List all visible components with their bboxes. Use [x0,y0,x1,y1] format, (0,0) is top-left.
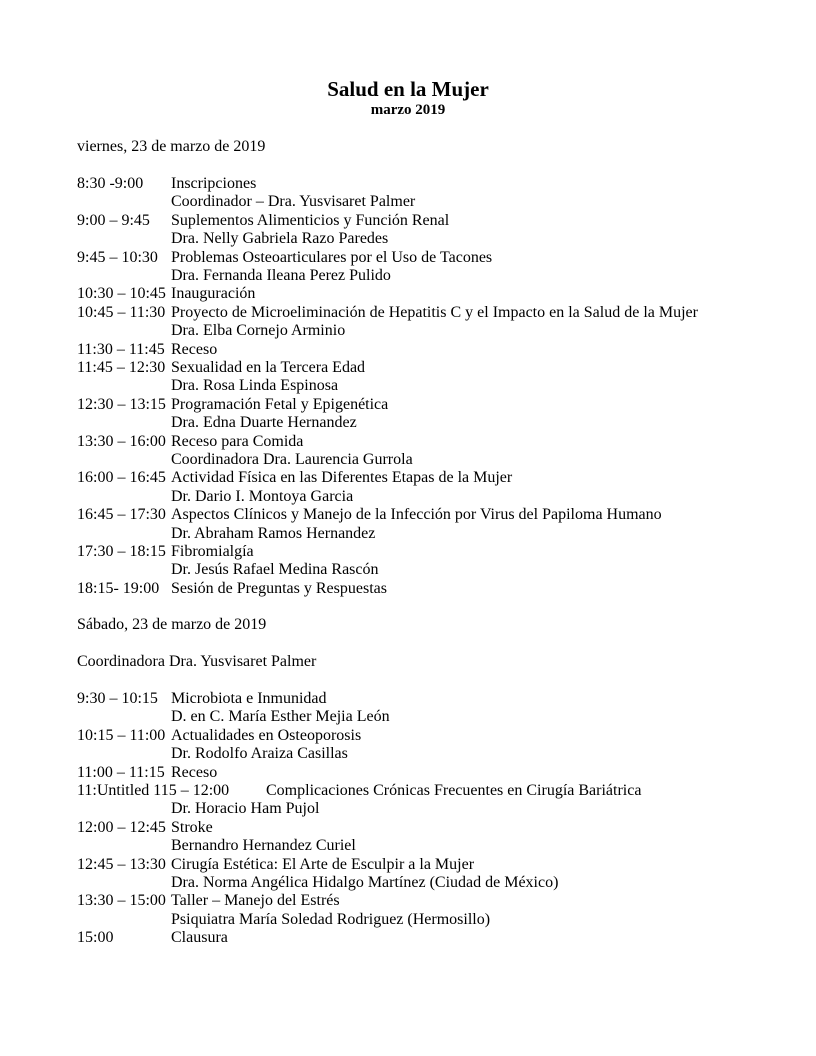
schedule-topic: Sexualidad en la Tercera Edad [171,359,366,376]
schedule-topic: Actualidades en Osteoporosis [171,726,362,744]
schedule-time: 8:30 -9:00 [77,175,144,192]
schedule-time: 11:Untitled 115 – 12:00 [77,782,230,799]
schedule-speaker: Dr. Abraham Ramos Hernandez [171,524,376,542]
schedule-topic: Inscripciones [171,175,257,192]
schedule-topic: Suplementos Alimenticios y Función Renal [171,211,450,229]
schedule-speaker: Dra. Nelly Gabriela Razo Paredes [171,230,389,248]
schedule-time: 18:15- 19:00 [77,579,160,597]
schedule-topic: Proyecto de Microeliminación de Hepatitis C y el Impacto en la Salud de la Mujer [171,303,698,321]
schedule-speaker: Dra. Norma Angélica Hidalgo Martínez (Ciudad de México) [171,874,559,891]
schedule-topic: Problemas Osteoarticulares por el Uso de Tacones [171,248,493,266]
schedule-topic: Sesión de Preguntas y Respuestas [171,579,387,597]
schedule-topic: Receso [171,340,218,358]
schedule-topic: Receso [171,763,218,781]
schedule-time: 12:45 – 13:30 [77,855,166,873]
document-title: Salud en la Mujer [327,77,489,101]
schedule-speaker: Dr. Rodolfo Araiza Casillas [171,745,348,763]
schedule-speaker: Psiquiatra María Soledad Rodriguez (Hermosillo) [171,910,491,928]
schedule-time: 15:00 [77,929,114,947]
day2-coordinator: Coordinadora Dra. Yusvisaret Palmer [77,653,317,670]
schedule-topic: Receso para Comida [171,432,304,450]
schedule-time: 10:45 – 11:30 [77,303,166,321]
schedule-speaker: Bernandro Hernandez Curiel [171,837,356,855]
schedule-topic: Inauguración [171,285,256,303]
schedule-speaker: D. en C. María Esther Mejia León [171,708,390,726]
schedule-topic: Taller – Manejo del Estrés [171,892,340,910]
schedule-topic: Microbiota e Inmunidad [171,690,327,707]
schedule-time: 9:45 – 10:30 [77,248,158,266]
day1-heading: viernes, 23 de marzo de 2019 [77,138,266,155]
schedule-time: 10:15 – 11:00 [77,726,166,744]
schedule-time: 11:45 – 12:30 [77,359,166,376]
schedule-time: 16:45 – 17:30 [77,506,166,524]
schedule-time: 16:00 – 16:45 [77,469,166,487]
schedule-time: 17:30 – 18:15 [77,543,166,560]
schedule-time: 13:30 – 15:00 [77,892,166,910]
schedule-speaker: Dra. Fernanda Ileana Perez Pulido [171,267,391,284]
schedule-topic: Aspectos Clínicos y Manejo de la Infección por Virus del Papiloma Humano [171,506,662,524]
schedule-time: 13:30 – 16:00 [77,432,166,450]
schedule-topic: Actividad Física en las Diferentes Etapas de la Mujer [171,469,513,487]
schedule-topic: Complicaciones Crónicas Frecuentes en Cirugía Bariátrica [266,782,642,799]
schedule-speaker: Coordinadora Dra. Laurencia Gurrola [171,451,413,468]
schedule-topic: Cirugía Estética: El Arte de Esculpir a la Mujer [171,855,475,873]
day2-heading: Sábado, 23 de marzo de 2019 [77,616,267,633]
schedule-time: 11:00 – 11:15 [77,763,165,781]
schedule-time: 11:30 – 11:45 [77,340,165,358]
schedule-speaker: Dra. Elba Cornejo Arminio [171,322,346,340]
schedule-topic: Fibromialgía [171,543,254,560]
schedule-speaker: Dra. Edna Duarte Hernandez [171,414,357,432]
schedule-time: 12:00 – 12:45 [77,818,166,836]
schedule-time: 12:30 – 13:15 [77,395,166,413]
schedule-speaker: Dr. Horacio Ham Pujol [171,800,320,818]
schedule-topic: Programación Fetal y Epigenética [171,395,389,413]
schedule-topic: Stroke [171,818,213,836]
schedule-time: 9:30 – 10:15 [77,690,158,707]
schedule-speaker: Dr. Dario I. Montoya Garcia [171,487,354,505]
schedule-speaker: Dra. Rosa Linda Espinosa [171,377,339,395]
document-subtitle: marzo 2019 [370,102,446,118]
schedule-speaker: Dr. Jesús Rafael Medina Rascón [171,561,379,579]
schedule-time: 9:00 – 9:45 [77,211,150,229]
schedule-speaker: Coordinador – Dra. Yusvisaret Palmer [171,193,416,211]
schedule-topic: Clausura [171,929,228,947]
schedule-time: 10:30 – 10:45 [77,285,166,303]
